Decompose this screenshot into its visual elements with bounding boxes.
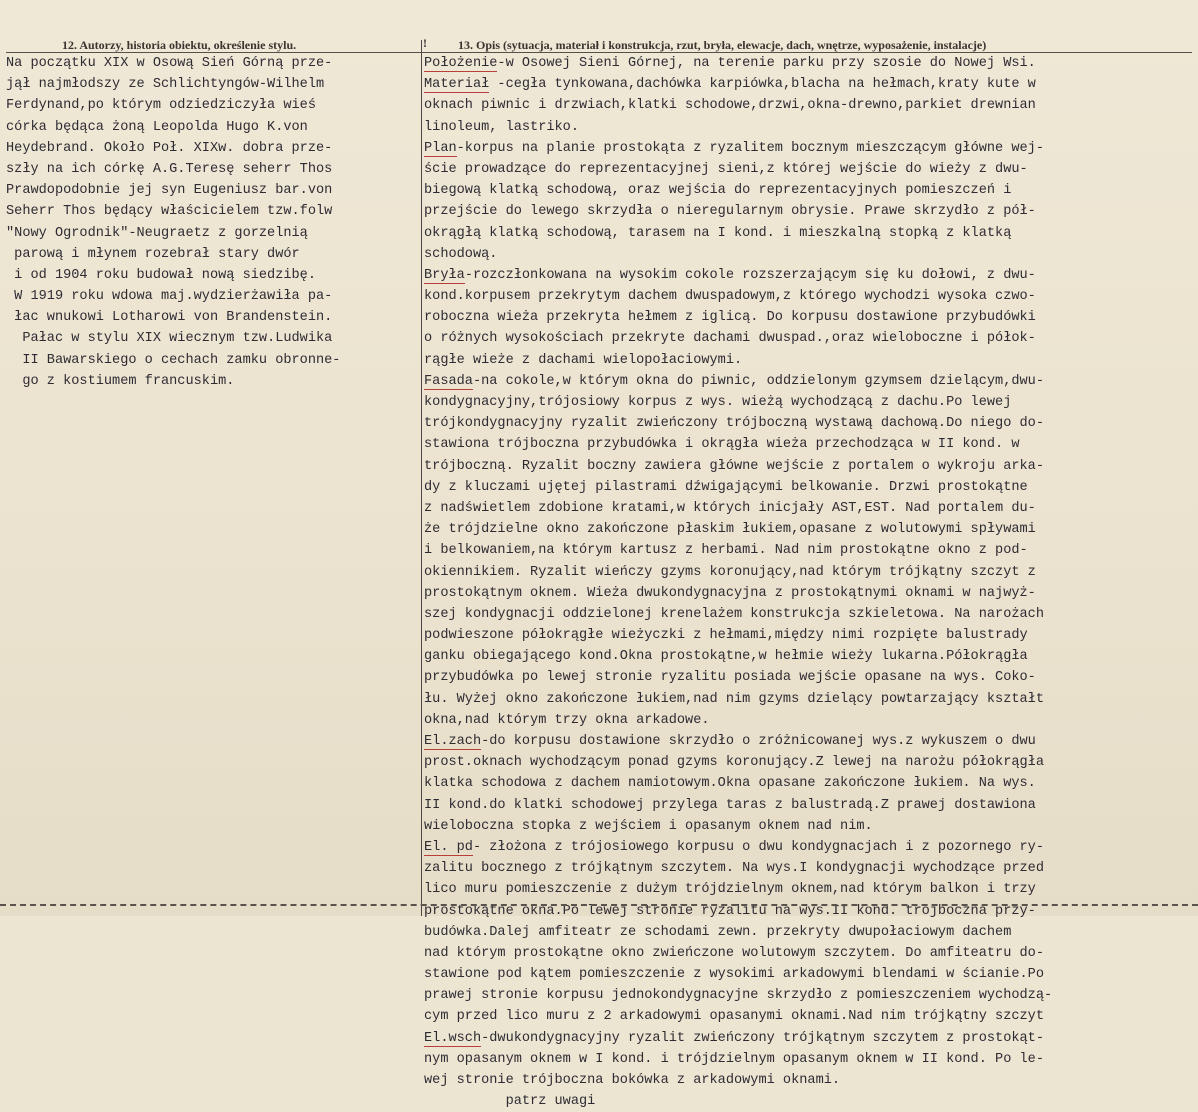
description-text-line bbox=[424, 731, 1196, 752]
history-text-line: "Nowy Ogrodnik"-Neugraetz z gorzelnią bbox=[6, 225, 308, 241]
history-text-line: córka będąca żoną Leopolda Hugo K.von bbox=[6, 119, 308, 135]
description-text-line bbox=[424, 943, 1196, 964]
description-text-line bbox=[424, 371, 1196, 392]
description-text: że trójdzielne okno zakończone płaskim łukiem,opasane z wolutowymi spływami bbox=[424, 522, 1036, 538]
description-text-line bbox=[424, 1070, 1196, 1091]
section-label: Bryła bbox=[424, 267, 465, 283]
description-text-line bbox=[424, 498, 1196, 519]
section-label: Materiał bbox=[424, 77, 490, 93]
description-text-line bbox=[424, 604, 1196, 625]
description-text: z nadświetlem zdobione kratami,w których inicjały AST,EST. Nad portalem du- bbox=[424, 500, 1036, 516]
description-text: okna,nad którym trzy okna arkadowe. bbox=[424, 712, 710, 728]
description-text: kond.korpusem przekrytym dachem dwuspadowym,z którego wychodzi wysoka czwo- bbox=[424, 289, 1036, 305]
section-label: El.zach bbox=[424, 734, 482, 749]
description-text: -cegła tynkowana,dachówka karpiówka,blacha na hełmach,kraty kute w bbox=[489, 77, 1036, 93]
description-text: ganku obiegającego kond.Okna prostokątne,w hełmie wieży lukarna.Półokrągła bbox=[424, 649, 1028, 665]
description-text-line bbox=[424, 223, 1196, 244]
description-text: roboczna wieża przekryta hełmem z iglicą. Do korpusu dostawione przybudówki bbox=[424, 310, 1036, 326]
history-text-line: II Bawarskiego o cechach zamku obronne- bbox=[6, 352, 341, 368]
description-text: -na cokole,w którym okna do piwnic, oddzielonym gzymsem dzielącym,dwu- bbox=[472, 373, 1044, 389]
history-text-line: Seherr Thos będący właścicielem tzw.folw bbox=[6, 204, 333, 220]
description-text-line bbox=[424, 328, 1196, 349]
description-text-line bbox=[424, 434, 1196, 455]
section-label: El. pd bbox=[424, 839, 473, 855]
description-text-line bbox=[424, 1028, 1196, 1049]
section-12-header: 12. Autorzy, historia obiektu, określenie stylu. bbox=[62, 38, 297, 52]
description-text: podwieszone półokrągłe wieżyczki z hełmami,między nimi rozpięte balustrady bbox=[424, 628, 1028, 644]
description-text: II kond.do klatki schodowej przylega taras z balustradą.Z prawej dostawiona bbox=[424, 797, 1036, 813]
description-text-line bbox=[424, 265, 1196, 286]
description-text: przejście do lewego skrzydła o nieregularnym obrysie. Prawe skrzydło z pół- bbox=[424, 204, 1036, 220]
description-text-line bbox=[424, 456, 1196, 477]
description-text: -do korpusu dostawione skrzydło o zróżnicowanej wys.z wykuszem o dwu bbox=[481, 734, 1036, 749]
description-text: przybudówka po lewej stronie ryzalitu posiada wejście opasane na wys. Coko- bbox=[424, 670, 1036, 686]
description-text: -w Osowej Sieni Górnej, na terenie parku przy szosie do Nowej Wsi. bbox=[497, 56, 1036, 71]
description-text: -korpus na planie prostokąta z ryzalitem bocznym mieszczącym główne wej- bbox=[456, 140, 1044, 156]
section-label: Fasada bbox=[424, 373, 473, 389]
history-text-line: Na początku XIX w Osową Sień Górną prze- bbox=[6, 56, 333, 71]
description-text: klatka schodowa z dachem namiotowym.Okna opasane zakończone łukiem. Na wys. bbox=[424, 776, 1036, 792]
header-tick-mark: ! bbox=[423, 36, 427, 50]
description-text-line bbox=[424, 307, 1196, 328]
description-text: linoleum, lastriko. bbox=[424, 119, 579, 135]
description-text-line bbox=[424, 795, 1196, 816]
description-text-line bbox=[424, 816, 1196, 837]
description-text-line bbox=[424, 180, 1196, 201]
description-text: oknach piwnic i drzwiach,klatki schodowe,drzwi,okna-drewno,parkiet drewnian bbox=[424, 98, 1036, 114]
description-text-line bbox=[424, 74, 1196, 95]
history-text-line: Prawdopodobnie jej syn Eugeniusz bar.von bbox=[6, 183, 333, 199]
description-text: -dwukondygnacyjny ryzalit zwieńczony trójkątnym szczytem z prostokąt- bbox=[481, 1030, 1044, 1046]
description-text: prostokątne okna.Po lewej stronie ryzalitu na wys.II kond. trójboczna przy- bbox=[424, 903, 1036, 919]
description-text-line bbox=[424, 922, 1196, 943]
description-text-line bbox=[424, 752, 1196, 773]
description-text: nad którym prostokątne okno zwieńczone wolutowym szczytem. Do amfiteatru do- bbox=[424, 945, 1044, 961]
description-text-line bbox=[424, 646, 1196, 667]
description-text-line bbox=[424, 244, 1196, 265]
history-text-line: parową i młynem rozebrał stary dwór bbox=[6, 246, 300, 262]
description-text: trójboczną. Ryzalit boczny zawiera główne wejście z portalem o wykroju arka- bbox=[424, 458, 1044, 474]
description-text: trójkondygnacyjny ryzalit zwieńczony trójboczną wystawą dachową.Do niego do- bbox=[424, 416, 1044, 432]
description-text-line bbox=[424, 667, 1196, 688]
description-text: dy z kluczami ujętej pilastrami dźwigającymi belkowanie. Drzwi prostokątne bbox=[424, 479, 1028, 495]
history-text-line: go z kostiumem francuskim. bbox=[6, 373, 235, 389]
description-text: -rozczłonkowana na wysokim cokole rozszerzającym się ku dołowi, z dwu- bbox=[464, 267, 1036, 283]
description-text: o różnych wysokościach przekryte dachami dwuspad.,oraz wieloboczne i półok- bbox=[424, 331, 1036, 347]
description-text-line bbox=[424, 392, 1196, 413]
description-text: prawej stronie korpusu jednokondygnacyjne skrzydło z pomieszczeniem wychodzą- bbox=[424, 988, 1053, 1004]
history-text-line: i od 1904 roku budował nową siedzibę. bbox=[6, 267, 316, 283]
description-text: okrągłą klatką schodową, tarasem na I kond. i mieszkalną stopką z klatką bbox=[424, 225, 1012, 241]
description-text: ście prowadzące do reprezentacyjnej sieni,z której wejście do wieży z dwu- bbox=[424, 161, 1028, 177]
bottom-rule bbox=[0, 904, 1198, 906]
description-text: biegową klatką schodową, oraz wejścia do reprezentacyjnych pomieszczeń i bbox=[424, 183, 1012, 199]
history-text-line: jął najmłodszy ze Schlichtyngów-Wilhelm bbox=[6, 77, 325, 93]
history-text-line: Pałac w stylu XIX wiecznym tzw.Ludwika bbox=[6, 331, 333, 347]
section-label: Położenie bbox=[424, 56, 498, 71]
description-text-line bbox=[424, 583, 1196, 604]
description-text: prost.oknach wychodzącym ponad gzyms koronujący.Z lewej na narożu półokrągła bbox=[424, 755, 1044, 771]
description-text-line bbox=[424, 1091, 1196, 1112]
history-text-line: łac wnukowi Lotharowi von Brandenstein. bbox=[6, 310, 333, 326]
description-text-line bbox=[424, 350, 1196, 371]
column-divider bbox=[421, 40, 422, 916]
description-text: nym opasanym oknem w I kond. i trójdzielnym opasanym oknem w II kond. Po le- bbox=[424, 1051, 1044, 1067]
description-text: budówka.Dalej amfiteatr ze schodami zewn. przekryty dwupołaciowym dachem bbox=[424, 924, 1012, 940]
description-text-line bbox=[424, 773, 1196, 794]
description-text: patrz uwagi bbox=[424, 1094, 596, 1110]
history-text-line: W 1919 roku wdowa maj.wydzierżawiła pa- bbox=[6, 289, 333, 305]
description-text-line bbox=[424, 562, 1196, 583]
description-text: wej stronie trójboczna bokówka z arkadowymi oknami. bbox=[424, 1073, 841, 1088]
description-text-line bbox=[424, 689, 1196, 710]
description-text: szej kondygnacji oddzielonej krenelażem konstrukcja szkieletowa. Na narożach bbox=[424, 606, 1044, 622]
history-text-line: Ferdynand,po którym odziedziczyła wieś bbox=[6, 98, 316, 114]
description-text-line bbox=[424, 519, 1196, 540]
description-text: łu. Wyżej okno zakończone łukiem,nad nim gzyms dzielący powtarzający kształt bbox=[424, 691, 1044, 707]
description-text-line bbox=[424, 53, 1196, 74]
description-text: i belkowaniem,na którym kartusz z herbami. Nad nim prostokątne okno z pod- bbox=[424, 543, 1028, 559]
description-text-line bbox=[424, 985, 1196, 1006]
description-text: lico muru pomieszczenie z dużym trójdzielnym oknem,nad którym balkon i trzy bbox=[424, 882, 1036, 898]
description-text-line bbox=[424, 138, 1196, 159]
description-text: prostokątnym oknem. Wieża dwukondygnacyjna z prostokątnymi oknami w najwyż- bbox=[424, 585, 1036, 601]
description-text-line bbox=[424, 95, 1196, 116]
description-text-line bbox=[424, 477, 1196, 498]
description-text-line bbox=[424, 540, 1196, 561]
description-text-line bbox=[424, 625, 1196, 646]
description-text-line bbox=[424, 1006, 1196, 1027]
description-text: rągłe wieże z dachami wielopołaciowymi. bbox=[424, 352, 743, 368]
section-label: El.wsch bbox=[424, 1030, 482, 1046]
description-text: wieloboczna stopka z wejściem i opasanym oknem nad nim. bbox=[424, 818, 873, 834]
description-text-line bbox=[424, 858, 1196, 879]
description-text: zalitu bocznego z trójkątnym szczytem. Na wys.I kondygnacji wychodzące przed bbox=[424, 861, 1044, 877]
section-13-header: 13. Opis (sytuacja, materiał i konstrukcja, rzut, bryła, elewacje, dach, wnętrze, wyposażenie, instalacje) bbox=[458, 38, 987, 52]
description-text: cym przed lico muru z 2 arkadowymi opasanymi oknami.Nad nim trójkątny szczyt bbox=[424, 1009, 1044, 1025]
history-column bbox=[6, 53, 418, 392]
history-text-line: szły na ich córkę A.G.Teresę seherr Thos bbox=[6, 161, 333, 177]
description-text-line bbox=[424, 117, 1196, 138]
description-text-line bbox=[424, 201, 1196, 222]
description-text-line bbox=[424, 710, 1196, 731]
description-text-line bbox=[424, 1049, 1196, 1070]
description-text-line bbox=[424, 879, 1196, 900]
description-text-line bbox=[424, 837, 1196, 858]
description-text: okiennikiem. Ryzalit wieńczy gzyms koronujący,nad którym trójkątny szczyt z bbox=[424, 564, 1036, 580]
section-label: Plan bbox=[424, 140, 457, 156]
description-text-line bbox=[424, 286, 1196, 307]
description-text-line bbox=[424, 964, 1196, 985]
history-text-line: Heydebrand. Około Poł. XIXw. dobra prze- bbox=[6, 140, 333, 156]
description-text-line bbox=[424, 413, 1196, 434]
description-text: kondygnacyjny,trójosiowy korpus z wys. wieżą wychodzącą z dachu.Po lewej bbox=[424, 395, 1012, 410]
description-text-line bbox=[424, 159, 1196, 180]
description-column bbox=[424, 53, 1196, 1112]
description-text: stawione pod kątem pomieszczenie z wysokimi arkadowymi blendami w ścianie.Po bbox=[424, 967, 1044, 983]
description-text: schodową. bbox=[424, 246, 498, 262]
description-text: stawiona trójboczna przybudówka i okrągła wieża przechodząca w II kond. w bbox=[424, 437, 1020, 453]
description-text: - złożona z trójosiowego korpusu o dwu kondygnacjach i z pozornego ry- bbox=[472, 839, 1044, 855]
